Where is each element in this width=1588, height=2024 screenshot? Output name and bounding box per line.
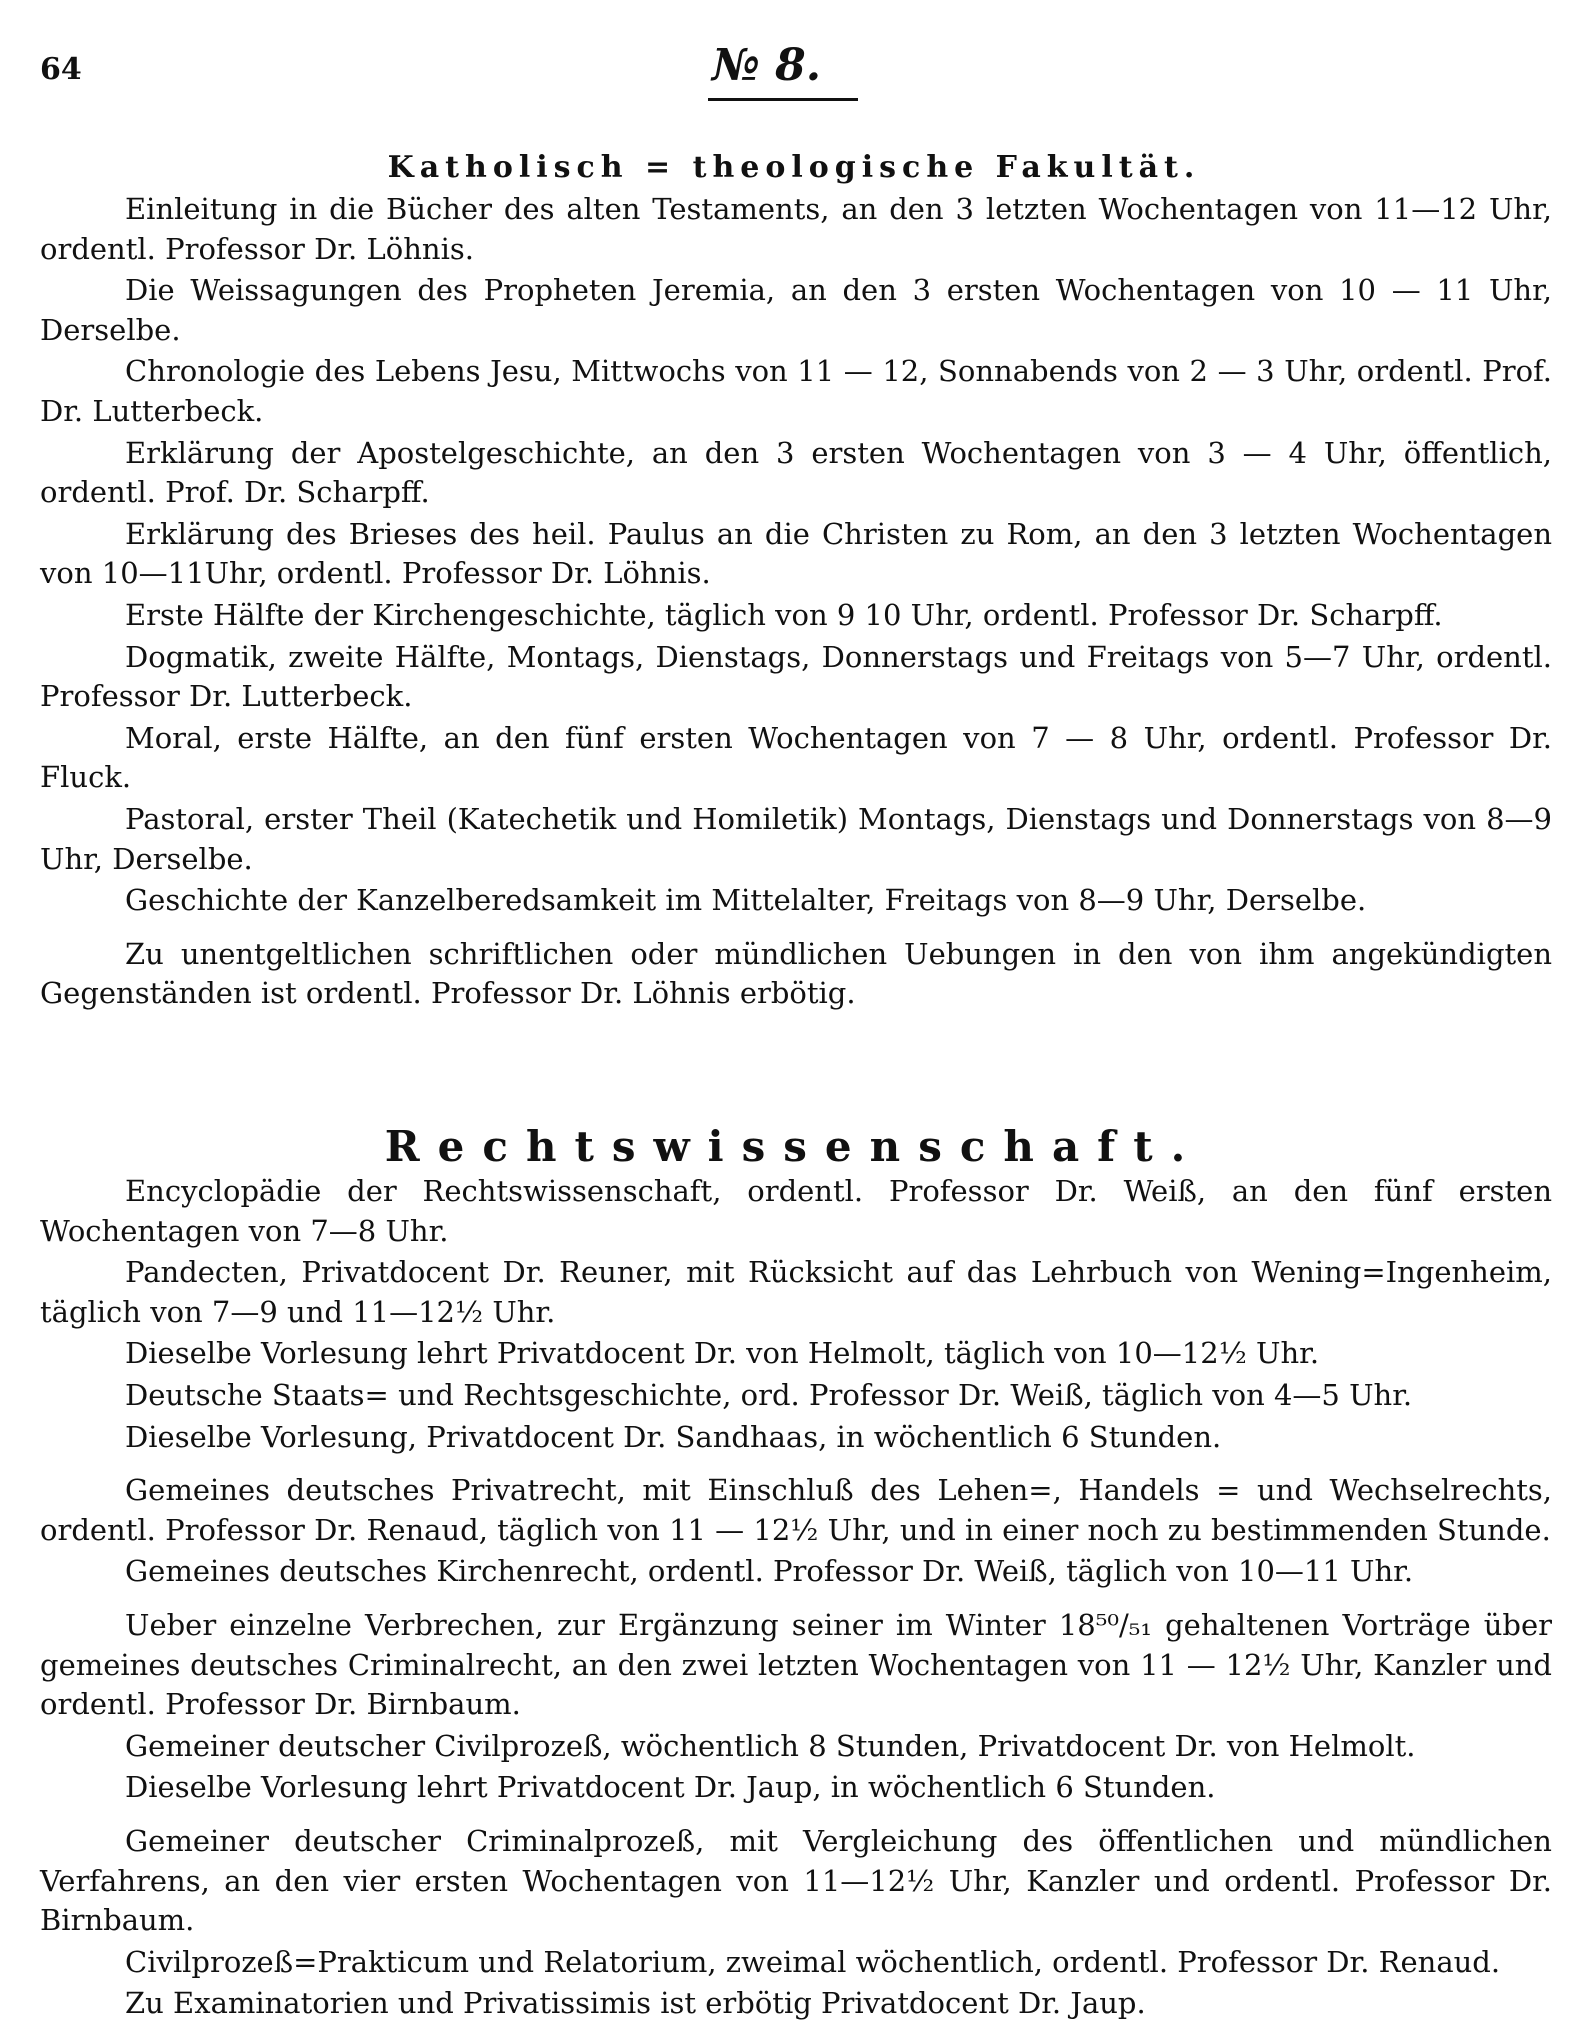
course-entry: Erklärung des Brieses des heil. Paulus an die Christen zu Rom, an den 3 letzten Wochentagen von 10—11Uhr, ordentl. Professor Dr. Löhnis. (40, 516, 1552, 591)
course-entry: Zu Examinatorien und Privatissimis ist erbötig Privatdocent Dr. Jaup. (125, 1986, 1146, 2021)
course-entry: Deutsche Staats= und Rechtsgeschichte, ord. Professor Dr. Weiß, täglich von 4—5 Uhr. (125, 1377, 1413, 1412)
issue-underline (708, 98, 858, 101)
course-entry: Encyclopädie der Rechtswissenschaft, ordentl. Professor Dr. Weiß, an den fünf ersten Wochentagen von 7—8 Uhr. (40, 1174, 1552, 1248)
course-entry: Gemeines deutsches Privatrecht, mit Einschluß des Lehen=, Handels = und Wechselrechts, ordentl. Professor Dr. Renaud, täglich von 11 — 12½ Uhr, und in einer noch zu bestimmenden Stunde. (40, 1473, 1552, 1547)
issue-number: № 8. (712, 40, 822, 91)
section-title-law: Rechtswissenschaft. (384, 1122, 1204, 1172)
section-theology-entries (40, 190, 1552, 1014)
course-entry: Pandecten, Privatdocent Dr. Reuner, mit Rücksicht auf das Lehrbuch von Wening=Ingenheim, täglich von 7—9 und 11—12½ Uhr. (40, 1255, 1552, 1329)
course-entry: Chronologie des Lebens Jesu, Mittwochs von 11 — 12, Sonnabends von 2 — 3 Uhr, ordentl. Prof. Dr. Lutterbeck. (40, 354, 1552, 428)
course-entry: Erste Hälfte der Kirchengeschichte, täglich von 9 10 Uhr, ordentl. Professor Dr. Scharpff. (125, 597, 1443, 632)
course-entry: Geschichte der Kanzelberedsamkeit im Mittelalter, Freitags von 8—9 Uhr, Derselbe. (125, 883, 1367, 918)
page-number: 64 (40, 52, 82, 87)
course-entry: Gemeines deutsches Kirchenrecht, ordentl. Professor Dr. Weiß, täglich von 10—11 Uhr. (125, 1554, 1414, 1589)
course-entry: Dieselbe Vorlesung lehrt Privatdocent Dr. von Helmolt, täglich von 10—12½ Uhr. (125, 1336, 1320, 1371)
course-entry: Die Weissagungen des Propheten Jeremia, an den 3 ersten Wochentagen von 10 — 11 Uhr, Derselbe. (40, 273, 1552, 347)
page-header (40, 40, 1568, 100)
course-entry: Gemeiner deutscher Criminalprozeß, mit Vergleichung des öffentlichen und mündlichen Verfahrens, an den vier ersten Wochentagen von 11—12½ Uhr, Kanzler und ordentl. Professor Dr. Birnbaum. (40, 1823, 1552, 1938)
course-entry: Zu unentgeltlichen schriftlichen oder mündlichen Uebungen in den von ihm angekündigten Gegenständen ist ordentl. Professor Dr. Löhnis erbötig. (40, 936, 1552, 1011)
course-entry: Moral, erste Hälfte, an den fünf ersten Wochentagen von 7 — 8 Uhr, ordentl. Professor Dr. Fluck. (40, 720, 1552, 795)
course-entry: Einleitung in die Bücher des alten Testaments, an den 3 letzten Wochentagen von 11—12 Uhr, ordentl. Professor Dr. Löhnis. (40, 192, 1552, 266)
course-entry: Erklärung der Apostelgeschichte, an den 3 ersten Wochentagen von 3 — 4 Uhr, öffentlich, ordentl. Prof. Dr. Scharpff. (40, 435, 1552, 510)
course-entry: Gemeiner deutscher Civilprozeß, wöchentlich 8 Stunden, Privatdocent Dr. von Helmolt. (125, 1728, 1416, 1763)
course-entry: Dieselbe Vorlesung, Privatdocent Dr. Sandhaas, in wöchentlich 6 Stunden. (125, 1419, 1222, 1454)
section-law-entries (40, 1172, 1552, 2024)
course-entry: Civilprozeß=Prakticum und Relatorium, zweimal wöchentlich, ordentl. Professor Dr. Renaud. (125, 1944, 1501, 1979)
course-entry: Dogmatik, zweite Hälfte, Montags, Dienstags, Donnerstags und Freitags von 5—7 Uhr, ordentl. Professor Dr. Lutterbeck. (40, 639, 1552, 714)
course-entry: Ueber einzelne Verbrechen, zur Ergänzung seiner im Winter 18⁵⁰/₅₁ gehaltenen Vorträge über gemeines deutsches Criminalrecht, an den zwei letzten Wochentagen von 11 — 12½ Uhr, Kanzler und ordentl. Professor Dr. Birnbaum. (40, 1607, 1552, 1722)
course-entry: Dieselbe Vorlesung lehrt Privatdocent Dr. Jaup, in wöchentlich 6 Stunden. (125, 1770, 1216, 1805)
section-title-theology: Katholisch = theologische Fakultät. (387, 150, 1201, 186)
course-entry: Pastoral, erster Theil (Katechetik und Homiletik) Montags, Dienstags und Donnerstags von 8—9 Uhr, Derselbe. (40, 801, 1552, 876)
